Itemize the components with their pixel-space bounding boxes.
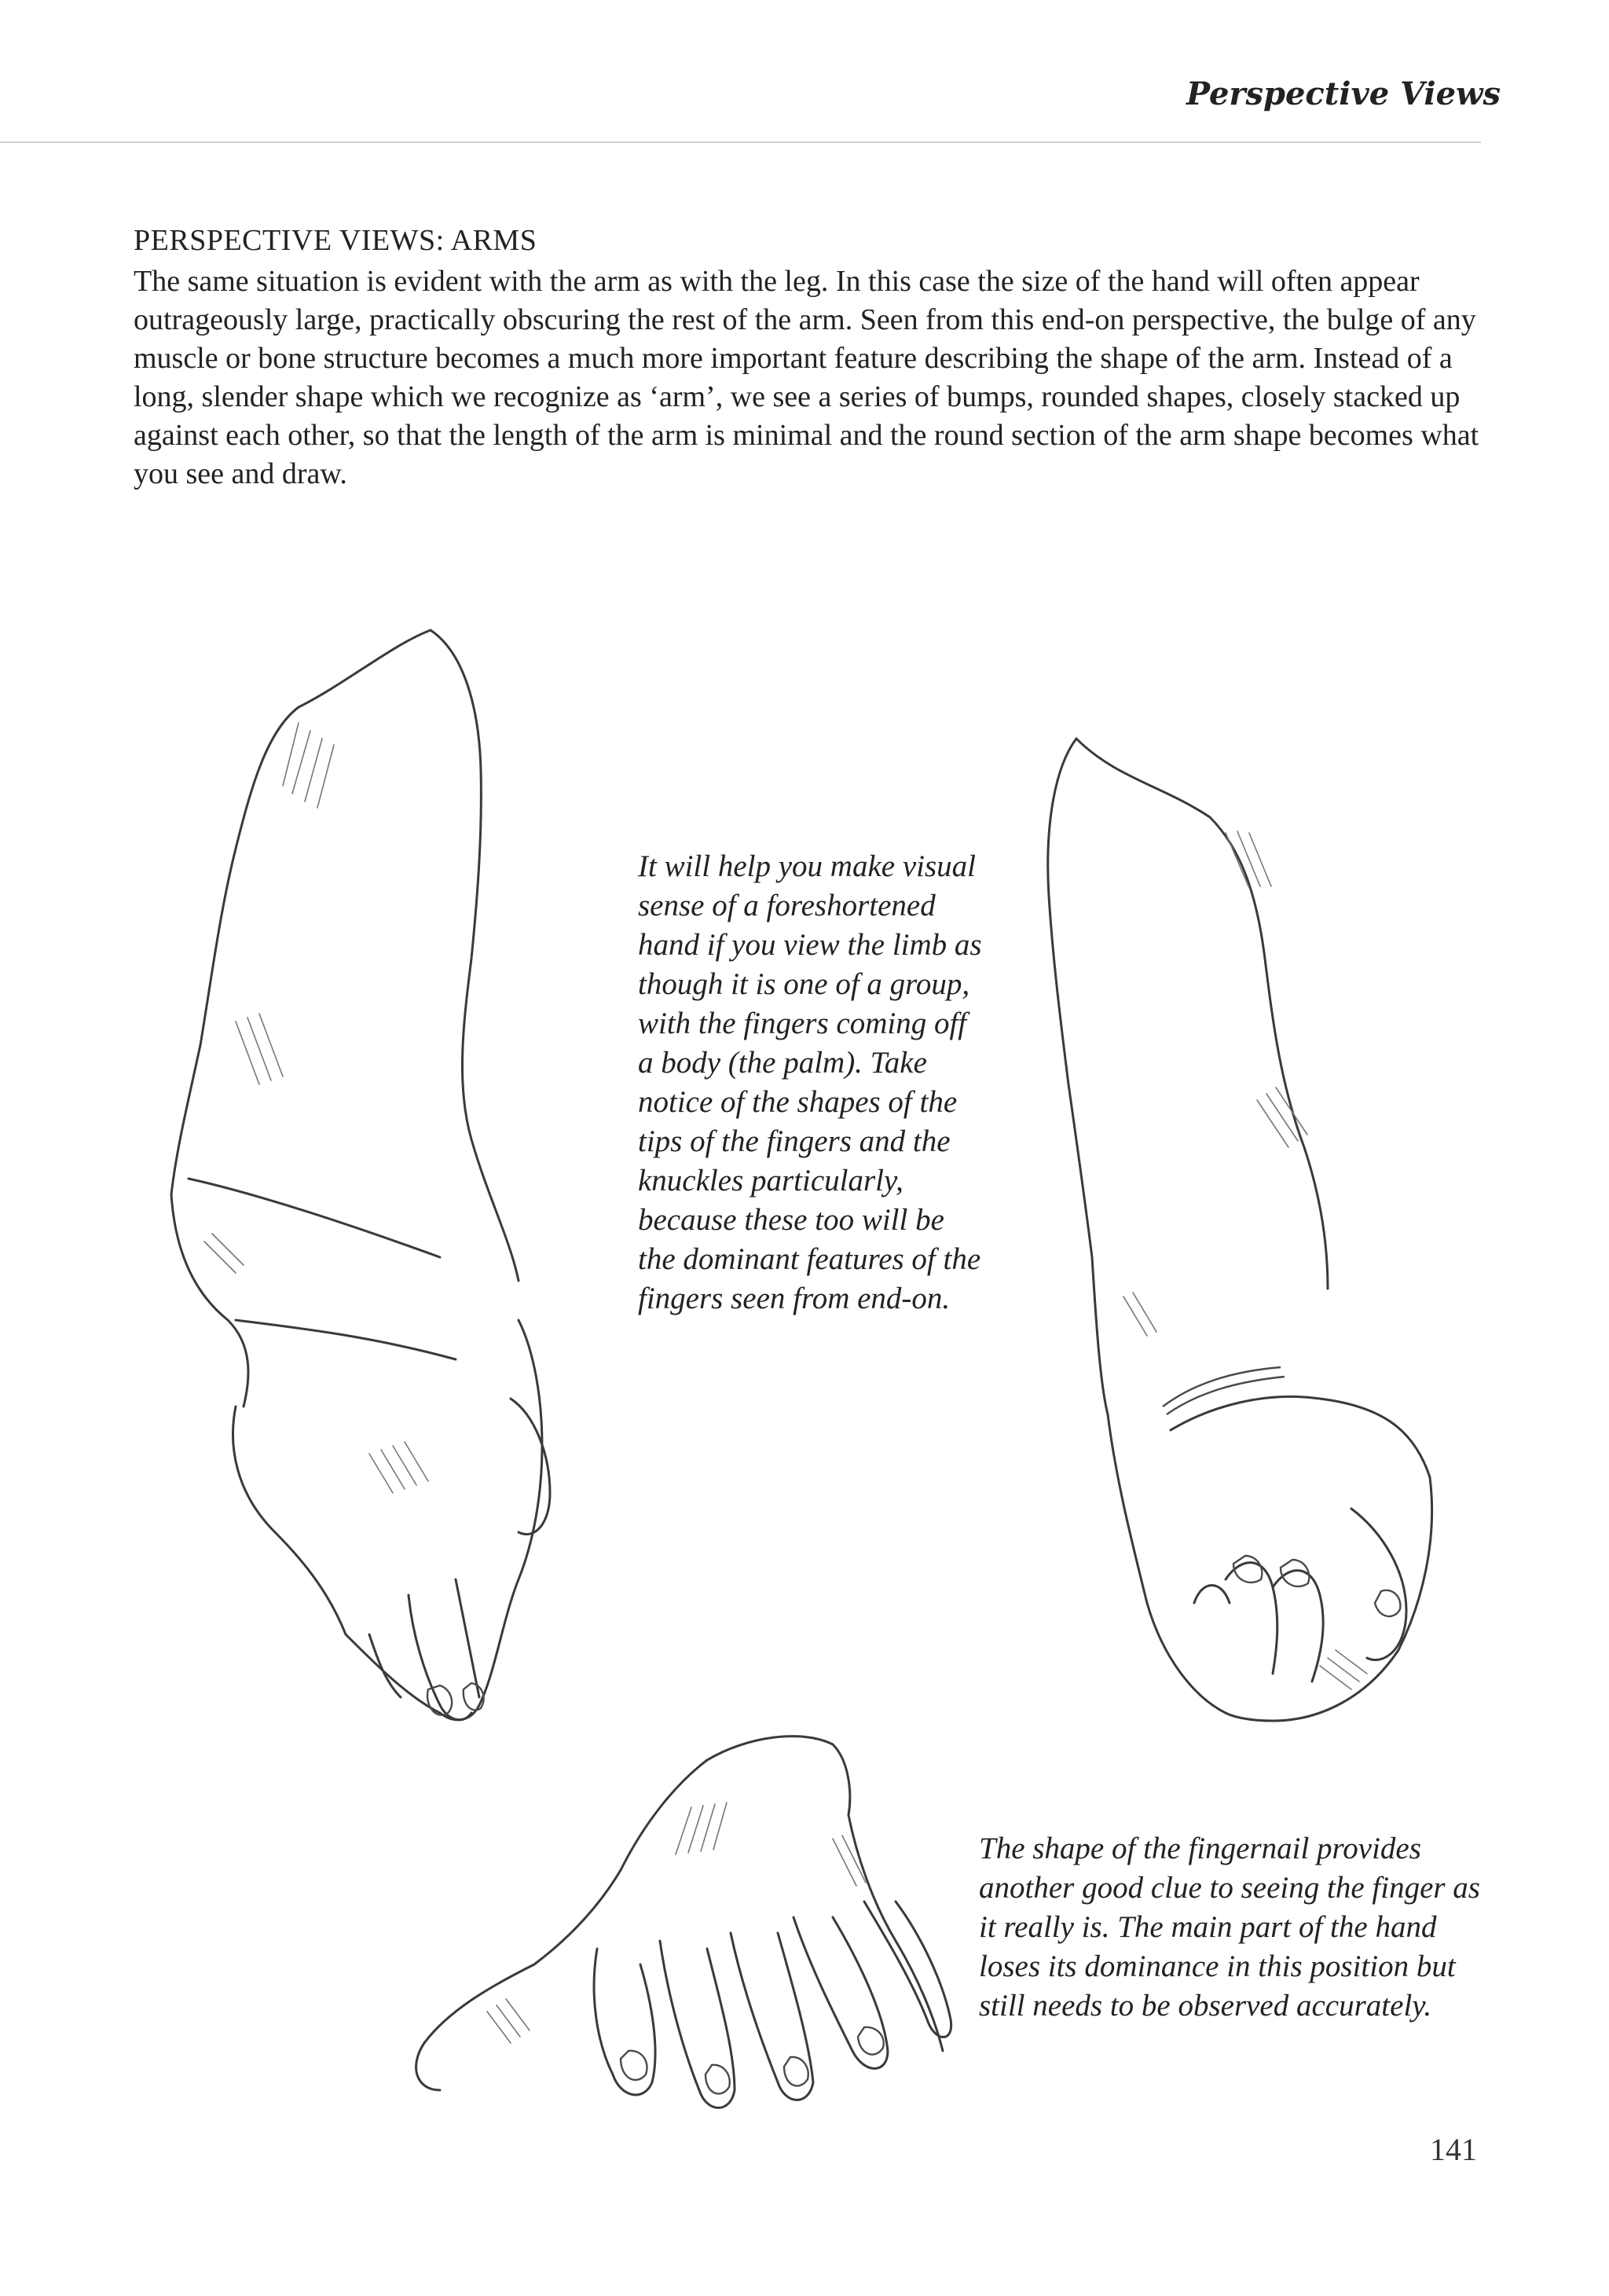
running-head-title: Perspective Views	[1186, 75, 1501, 112]
body-paragraph: The same situation is evident with the arm as with the leg. In this case the size of the hand will often appear outrageously large, practically obscuring the rest of the arm. Seen from this end-on perspective, the bulge of any muscle or bone structure becomes a much more important feature describing the shape of the arm. Instead of a long, slender shape which we recognize as ‘arm’, we see a series of bumps, rounded shapes, closely stacked up against each other, so that the length of the arm is minimal and the round section of the arm shape becomes what you see and draw.	[134, 265, 1479, 490]
sketch-left-arm	[171, 630, 550, 1720]
caption-fingernail: The shape of the fingernail provides another good clue to seeing the finger as it really is. The main part of the hand loses its dominance in this position but still needs to be observed accurately.	[979, 1832, 1480, 2023]
caption-foreshortened-hand: It will help you make visual sense of a foreshortened hand if you view the limb as though it is one of a group, with the fingers coming off a body (the palm). Take notice of the shapes of the tips of the fingers and the knuckles particularly, because these too will be the dominant features of the fingers seen from end-on.	[638, 849, 982, 1315]
page-number: 141	[1430, 2132, 1477, 2167]
section-heading: PERSPECTIVE VIEWS: ARMS	[134, 224, 537, 257]
sketch-right-arm	[1048, 739, 1432, 1721]
sketch-bottom-hand	[416, 1737, 951, 2108]
